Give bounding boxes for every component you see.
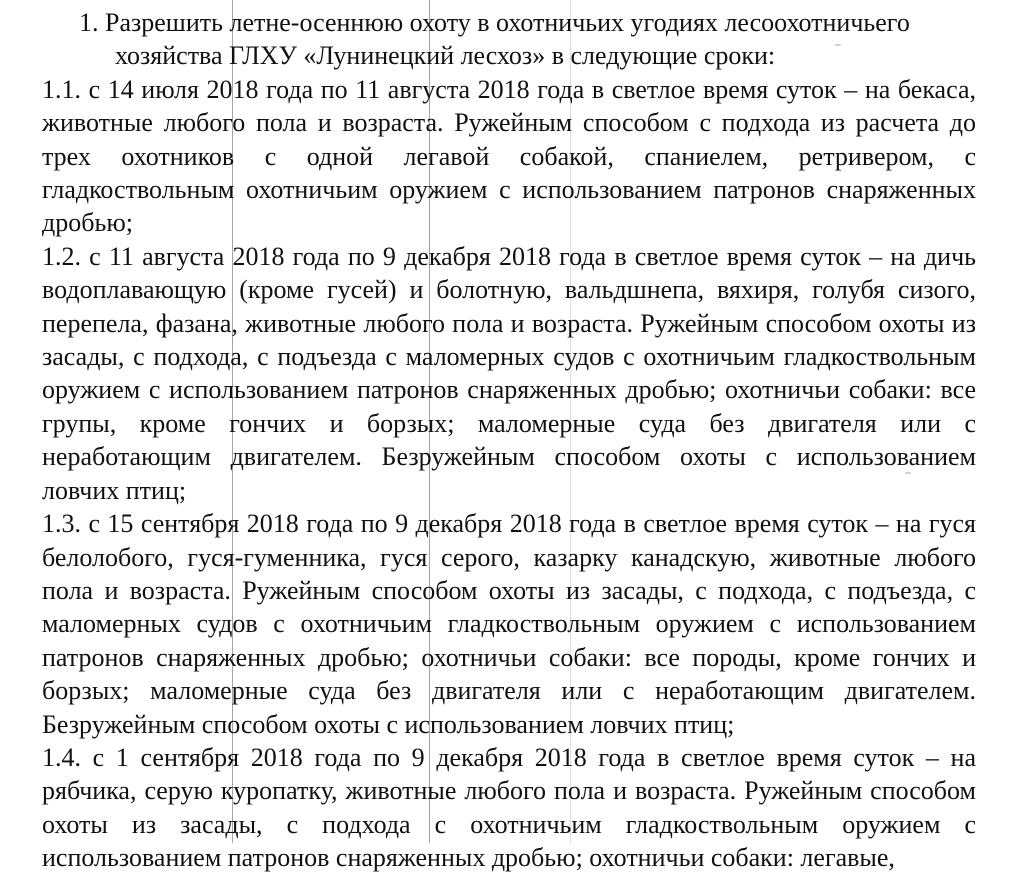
paragraph-item-1-2: 1.2. с 11 августа 2018 года по 9 декабря 2018 года в светлое время суток – на дичь водоплавающую (кроме гусей) и болотную, вальдшнепа, вяхиря, голубя сизого, перепела, фазана, животные любого пола и возраста. Ружейным способом охоты из засады, с подхода, с подъезда с маломерных судов с охотничьим гладкоствольным оружием с использованием патронов снаряженных дробью; охотничьи собаки: все групы, кроме гончих и борзых; маломерные суда без двигателя или с неработающим двигателем. Безружейным способом охоты с использованием ловчих птиц; — [42, 241, 976, 505]
paragraph-item-1-4: 1.4. с 1 сентября 2018 года по 9 декабря 2018 года в светлое время суток – на рябчика, серую куропатку, животные любого пола и возраста. Ружейным способом охоты из засады, с подхода с охотничьим гладкоствольным оружием с использованием патронов снаряженных дробью; охотничьи собаки: легавые, — [42, 742, 976, 873]
document-body — [42, 6, 976, 875]
paragraph-item-1: 1. Разрешить летне-осеннюю охоту в охотничьих угодиях лесоохотничьего хозяйства ГЛХУ «Лунинецкий лесхоз» в следующие сроки: — [79, 8, 910, 71]
paragraph-item-1-3: 1.3. с 15 сентября 2018 года по 9 декабря 2018 года в светлое время суток – на гуся белолобого, гуся-гуменника, гуся серого, казарку канадскую, животные любого пола и возраста. Ружейным способом охоты из засады, с подхода, с подъезда, с маломерных судов с охотничьим гладкоствольным оружием с использованием патронов снаряженных дробью; охотничьи собаки: все породы, кроме гончих и борзых; маломерные суда без двигателя или с неработающим двигателем. Безружейным способом охоты с использованием ловчих птиц; — [42, 509, 976, 739]
paragraph-item-1-1: 1.1. с 14 июля 2018 года по 11 августа 2018 года в светлое время суток – на бекаса, животные любого пола и возраста. Ружейным способом с подхода из расчета до трех охотников с одной легавой собакой, спаниелем, ретривером, с гладкоствольным охотничьим оружием с использованием патронов снаряженных дробью; — [42, 74, 976, 238]
